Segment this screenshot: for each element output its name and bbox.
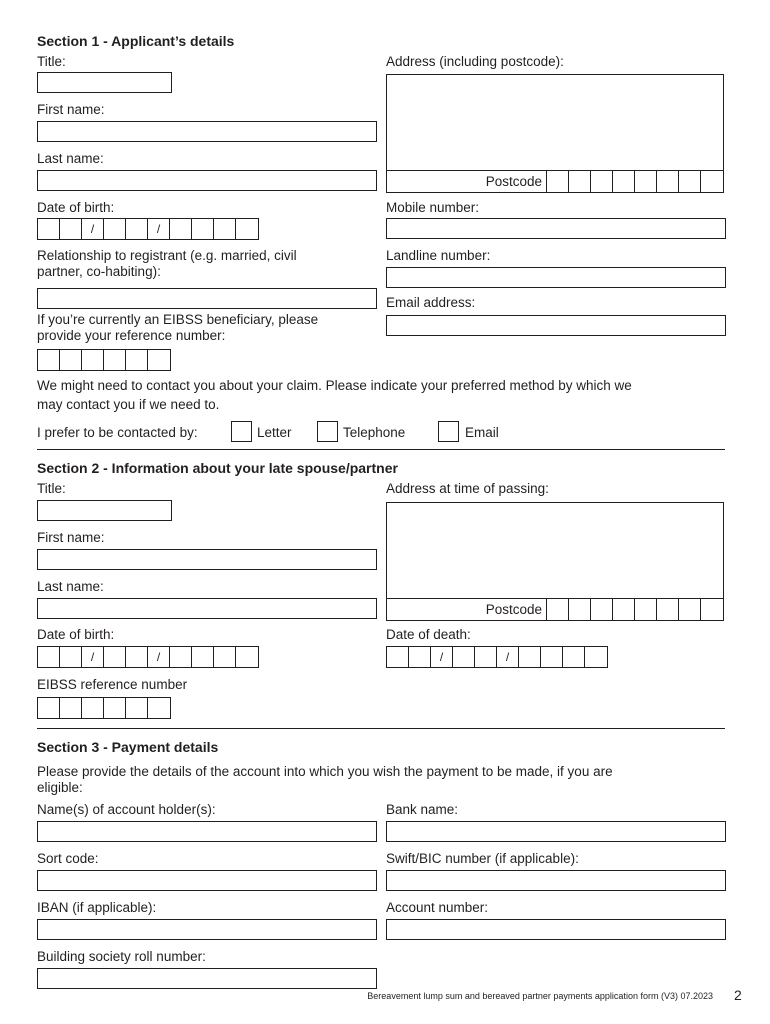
s3-account-holder-label: Name(s) of account holder(s): [37,802,216,817]
s1-contact-text-2: may contact you if we need to. [37,397,220,412]
s1-address-input[interactable] [386,74,724,193]
email-option-label: Email [465,425,499,440]
s1-contact-text-1: We might need to contact you about your claim. Please indicate your preferred method by which we [37,378,632,393]
s1-postcode-row[interactable] [387,170,723,192]
s1-eibss-ref-input[interactable] [37,349,171,371]
s3-intro-1: Please provide the details of the account into which you wish the payment to be made, if you are [37,764,613,779]
date-separator: / [148,219,170,239]
section1-heading: Section 1 - Applicant’s details [37,33,235,49]
s3-roll-number-input[interactable] [37,968,377,989]
s3-iban-input[interactable] [37,919,377,940]
s1-relationship-label-2: partner, co-habiting): [37,264,161,279]
s2-postcode-row[interactable] [387,598,723,620]
s1-title-input[interactable] [37,72,172,93]
s2-dob-input[interactable] [37,646,259,668]
s2-first-name-label: First name: [37,530,105,545]
s2-eibss-ref-label: EIBSS reference number [37,677,188,692]
s1-postcode-label: Postcode [387,171,547,192]
s1-title-label: Title: [37,54,66,69]
date-separator: / [148,647,170,667]
s2-last-name-label: Last name: [37,579,104,594]
letter-checkbox[interactable] [231,421,252,442]
s1-first-name-input[interactable] [37,121,377,142]
s3-intro-2: eligible: [37,780,83,795]
s1-mobile-input[interactable] [386,218,726,239]
letter-option-label: Letter [257,425,292,440]
s3-bank-name-input[interactable] [386,821,726,842]
s3-sort-code-label: Sort code: [37,851,99,866]
section2-heading: Section 2 - Information about your late spouse/partner [37,460,398,476]
s2-dob-label: Date of birth: [37,627,115,642]
s3-account-number-input[interactable] [386,919,726,940]
section3-heading: Section 3 - Payment details [37,739,219,755]
s1-landline-label: Landline number: [386,248,491,263]
s3-swift-label: Swift/BIC number (if applicable): [386,851,579,866]
s2-address-input[interactable] [386,502,724,621]
s1-dob-label: Date of birth: [37,200,115,215]
s1-prefer-label: I prefer to be contacted by: [37,425,198,440]
s2-address-label: Address at time of passing: [386,481,549,496]
s2-dod-label: Date of death: [386,627,471,642]
s2-dod-input[interactable] [386,646,608,668]
date-separator: / [431,647,453,667]
s3-sort-code-input[interactable] [37,870,377,891]
s1-email-label: Email address: [386,295,476,310]
s1-first-name-label: First name: [37,102,105,117]
s2-postcode-label: Postcode [387,599,547,620]
date-separator: / [497,647,519,667]
s2-title-label: Title: [37,481,66,496]
date-separator: / [82,647,104,667]
s1-relationship-label-1: Relationship to registrant (e.g. married, civil [37,248,297,263]
s2-eibss-ref-input[interactable] [37,697,171,719]
section-divider [37,449,725,450]
section-divider [37,728,725,729]
telephone-option-label: Telephone [343,425,406,440]
s2-title-input[interactable] [37,500,172,521]
page-number: 2 [734,987,742,1003]
s1-last-name-input[interactable] [37,170,377,191]
footer-text: Bereavement lump sum and bereaved partner payments application form (V3) 07.2023 [367,991,713,1001]
s3-account-holder-input[interactable] [37,821,377,842]
s3-swift-input[interactable] [386,870,726,891]
s1-email-input[interactable] [386,315,726,336]
s3-roll-number-label: Building society roll number: [37,949,206,964]
s3-iban-label: IBAN (if applicable): [37,900,157,915]
telephone-checkbox[interactable] [317,421,338,442]
s1-address-label: Address (including postcode): [386,54,564,69]
s1-last-name-label: Last name: [37,151,104,166]
s2-last-name-input[interactable] [37,598,377,619]
date-separator: / [82,219,104,239]
s1-mobile-label: Mobile number: [386,200,480,215]
email-checkbox[interactable] [438,421,459,442]
s3-account-number-label: Account number: [386,900,489,915]
s1-eibss-label-2: provide your reference number: [37,328,226,343]
s1-eibss-label-1: If you’re currently an EIBSS beneficiary, please [37,312,319,327]
s2-first-name-input[interactable] [37,549,377,570]
s1-dob-input[interactable] [37,218,259,240]
s1-relationship-input[interactable] [37,288,377,309]
s3-bank-name-label: Bank name: [386,802,459,817]
s1-landline-input[interactable] [386,267,726,288]
